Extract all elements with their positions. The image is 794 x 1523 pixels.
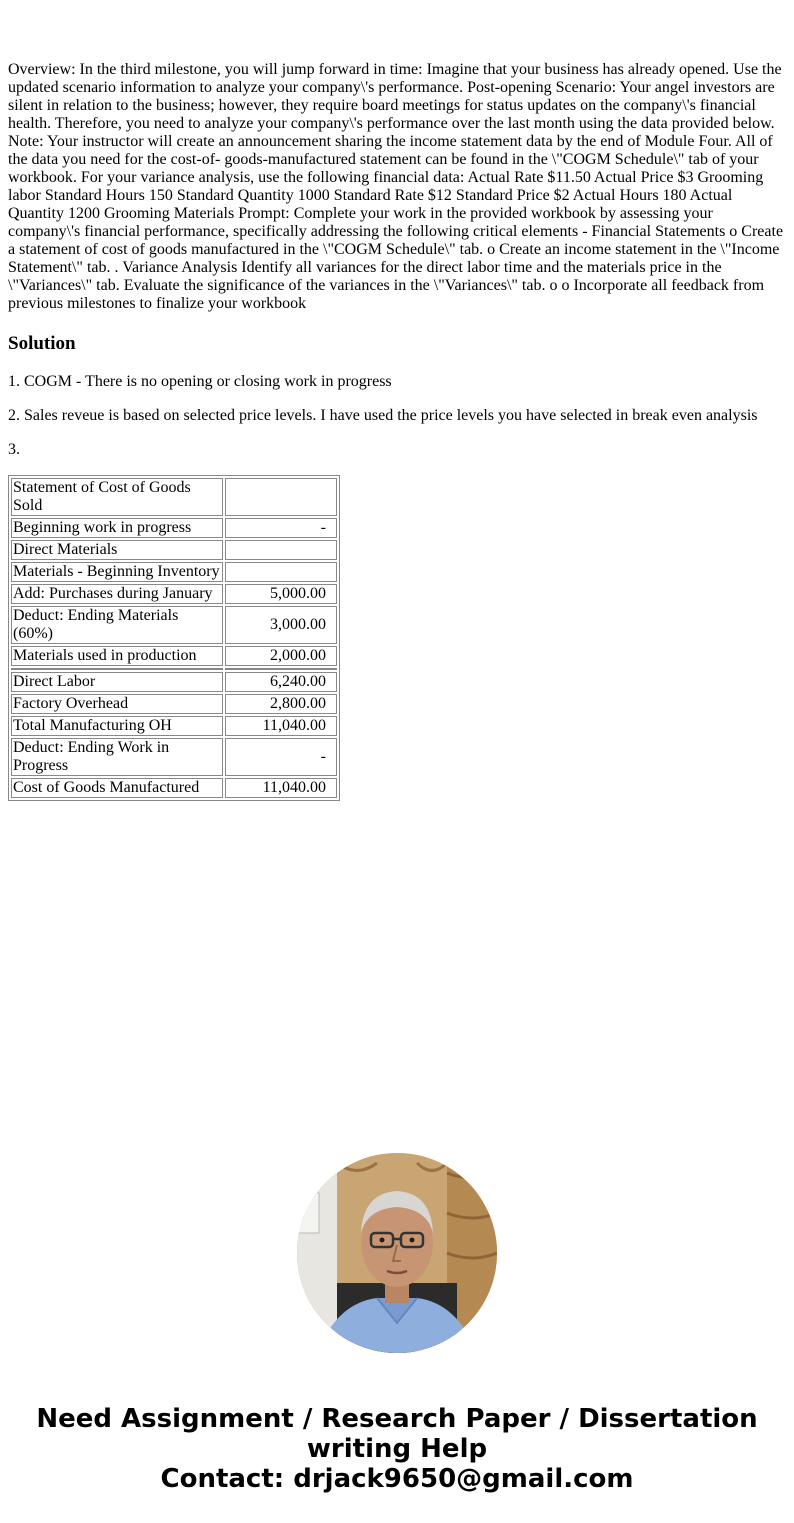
table-row xyxy=(11,562,337,582)
row-value xyxy=(225,540,337,560)
table-row xyxy=(11,606,337,644)
main-content xyxy=(8,61,786,801)
author-avatar xyxy=(297,1153,497,1353)
row-value: 11,040.00 xyxy=(225,778,337,798)
footer-contact-banner xyxy=(0,1404,794,1494)
table-row xyxy=(11,518,337,538)
row-value: 3,000.00 xyxy=(225,606,337,644)
row-value: - xyxy=(225,738,337,776)
footer-line-3: Contact: drjack9650@gmail.com xyxy=(160,1464,634,1494)
solution-point-2: 2. Sales reveue is based on selected price levels. I have used the price levels you have selected in break even analysis xyxy=(8,407,758,424)
table-row xyxy=(11,672,337,692)
row-label: Direct Labor xyxy=(11,672,223,692)
question-text: Overview: In the third milestone, you will jump forward in time: Imagine that your business has already opened. Use the updated scenario information to analyze your company\'s performance. Post-opening Scenario: Your angel investors are silent in relation to the business; however, they require board meetings for status updates on the company\'s financial health. Therefore, you need to analyze your company\'s performance over the last month using the data provided below. Note: Your instructor will create an announcement sharing the income statement data by the end of Module Four. All of the data you need for the cost-of- goods-manufactured statement can be found in the \"COGM Schedule\" tab of your workbook. For your variance analysis, use the following financial data: Actual Rate $11.50 Actual Price $3 Grooming labor Standard Hours 150 Standard Quantity 1000 Standard Rate $12 Standard Price $2 Actual Hours 180 Actual Quantity 1200 Grooming Materials Prompt: Complete your work in the provided workbook by assessing your company\'s financial performance, specifically addressing the following critical elements - Financial Statements o Create a statement of cost of goods manufactured in the \"COGM Schedule\" tab. o Create an income statement in the \"Income Statement\" tab. . Variance Analysis Identify all variances for the direct labor time and the materials price in the \"Variances\" tab. Evaluate the significance of the variances in the \"Variances\" tab. o o Incorporate all feedback from previous milestones to finalize your workbook xyxy=(8,61,784,312)
row-label: Direct Materials xyxy=(11,540,223,560)
table-row xyxy=(11,738,337,776)
cogm-table xyxy=(8,475,340,801)
row-label: Total Manufacturing OH xyxy=(11,716,223,736)
table-row xyxy=(11,716,337,736)
row-value xyxy=(225,478,337,516)
row-value: - xyxy=(225,518,337,538)
row-value: 2,000.00 xyxy=(225,646,337,666)
table-spacer-row xyxy=(11,668,337,670)
row-value: 5,000.00 xyxy=(225,584,337,604)
row-label: Cost of Goods Manufactured xyxy=(11,778,223,798)
table-row xyxy=(11,778,337,798)
row-label: Statement of Cost of Goods Sold xyxy=(11,478,223,516)
footer-line-2: writing Help xyxy=(306,1434,488,1464)
spacer-cell xyxy=(225,668,337,670)
table-row xyxy=(11,478,337,516)
row-label: Beginning work in progress xyxy=(11,518,223,538)
table-row xyxy=(11,694,337,714)
row-value xyxy=(225,562,337,582)
row-value: 6,240.00 xyxy=(225,672,337,692)
row-label: Factory Overhead xyxy=(11,694,223,714)
row-label: Deduct: Ending Work in Progress xyxy=(11,738,223,776)
table-row xyxy=(11,584,337,604)
row-value: 11,040.00 xyxy=(225,716,337,736)
row-label: Materials - Beginning Inventory xyxy=(11,562,223,582)
author-portrait-image xyxy=(297,1153,497,1353)
row-label: Deduct: Ending Materials (60%) xyxy=(11,606,223,644)
solution-point-1: 1. COGM - There is no opening or closing work in progress xyxy=(8,373,392,390)
solution-point-3: 3. xyxy=(8,441,20,458)
row-label: Add: Purchases during January xyxy=(11,584,223,604)
row-value: 2,800.00 xyxy=(225,694,337,714)
row-label: Materials used in production xyxy=(11,646,223,666)
table-row xyxy=(11,540,337,560)
solution-heading: Solution xyxy=(8,333,76,354)
spacer-cell xyxy=(11,668,223,670)
table-row xyxy=(11,646,337,666)
footer-line-1: Need Assignment / Research Paper / Dissertation xyxy=(36,1404,758,1434)
